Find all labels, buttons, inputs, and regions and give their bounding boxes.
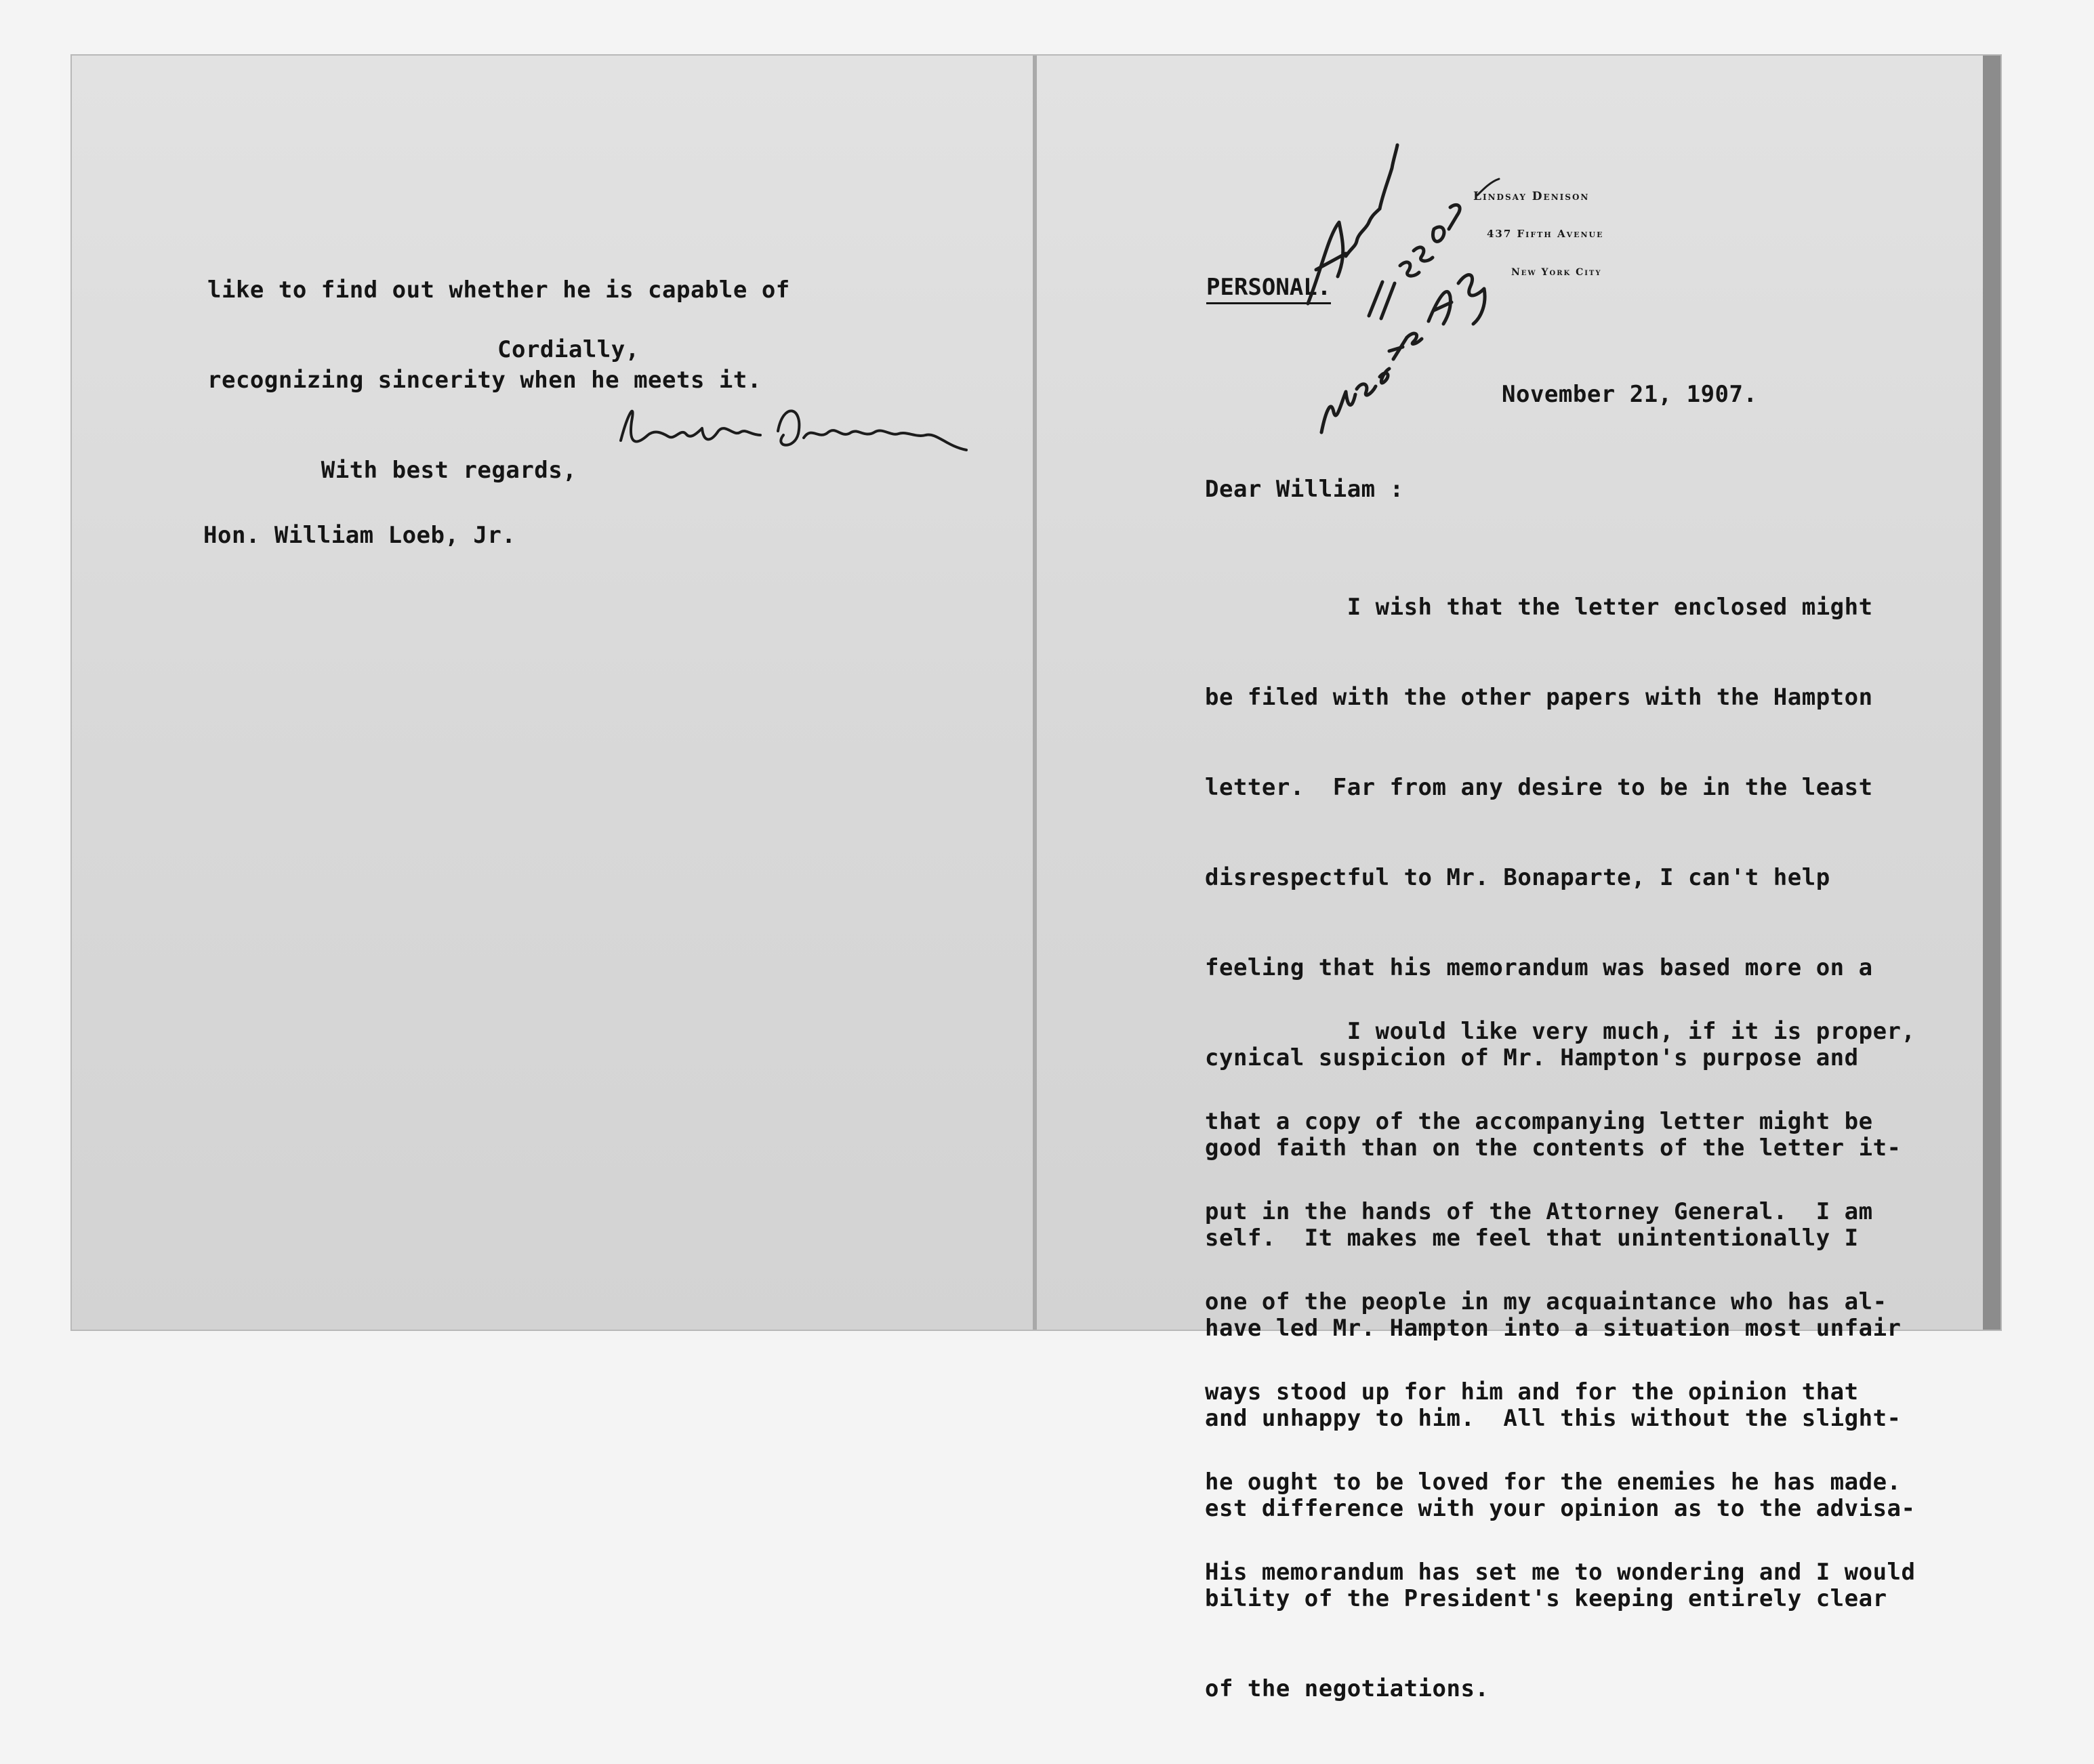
paragraph-line: I would like very much, if it is proper, xyxy=(1205,1018,1916,1045)
paragraph-line: His memorandum has set me to wondering and I would xyxy=(1205,1559,1916,1586)
paragraph-line: disrespectful to Mr. Bonaparte, I can't help xyxy=(1205,864,1830,891)
letterhead-address: 437 Fifth Avenue xyxy=(1487,228,1604,240)
personal-marking: PERSONAL. xyxy=(1206,274,1331,304)
left-page-text xyxy=(207,216,790,546)
paragraph-line: have led Mr. Hampton into a situation most unfair xyxy=(1205,1315,1902,1342)
left-line: With best regards, xyxy=(207,457,577,484)
paragraph-line: est difference with your opinion as to the advisa- xyxy=(1205,1495,1916,1522)
paragraph-line: he ought to be loved for the enemies he has made. xyxy=(1205,1469,1902,1496)
paragraph-line: that a copy of the accompanying letter might be xyxy=(1205,1108,1873,1135)
paragraph-line: ways stood up for him and for the opinion that xyxy=(1205,1378,1859,1406)
scanned-document xyxy=(70,54,2002,1702)
paragraph-line: letter. Far from any desire to be in the least xyxy=(1205,774,1873,801)
paragraph-line: bility of the President's keeping entirely clear xyxy=(1205,1585,1887,1612)
letter-page-2 xyxy=(72,56,1037,1330)
paragraph-line: good faith than on the contents of the letter it- xyxy=(1205,1134,1902,1162)
paragraph-2 xyxy=(1205,957,1916,1647)
handwritten-signature xyxy=(600,388,980,478)
salutation: Dear William : xyxy=(1205,476,1404,503)
left-line: recognizing sincerity when he meets it. xyxy=(207,367,762,394)
paragraph-line: be filed with the other papers with the Hampton xyxy=(1205,684,1873,711)
paragraph-line: of the negotiations. xyxy=(1205,1675,1490,1702)
closing: Cordially, xyxy=(497,336,640,363)
paragraph-line: I wish that the letter enclosed might xyxy=(1205,594,1873,621)
letter-page-1 xyxy=(1037,56,2000,1702)
letterhead-city: New York City xyxy=(1511,267,1602,278)
letterhead-name: Lindsay Denison xyxy=(1473,190,1590,203)
recipient-line: Hon. William Loeb, Jr. xyxy=(203,522,516,549)
paragraph-line: and unhappy to him. All this without the slight- xyxy=(1205,1405,1902,1432)
paragraph-line: cynical suspicion of Mr. Hampton's purpose and xyxy=(1205,1044,1859,1071)
paragraph-line: one of the people in my acquaintance who has al- xyxy=(1205,1288,1887,1315)
handwritten-annotation xyxy=(1281,121,1511,476)
left-line: like to find out whether he is capable of xyxy=(207,276,790,304)
paragraph-line: self. It makes me feel that unintentionally I xyxy=(1205,1225,1859,1252)
paragraph-line: feeling that his memorandum was based more on a xyxy=(1205,954,1873,981)
letter-date: November 21, 1907. xyxy=(1502,381,1758,408)
paragraph-line: put in the hands of the Attorney General. I am xyxy=(1205,1198,1873,1225)
